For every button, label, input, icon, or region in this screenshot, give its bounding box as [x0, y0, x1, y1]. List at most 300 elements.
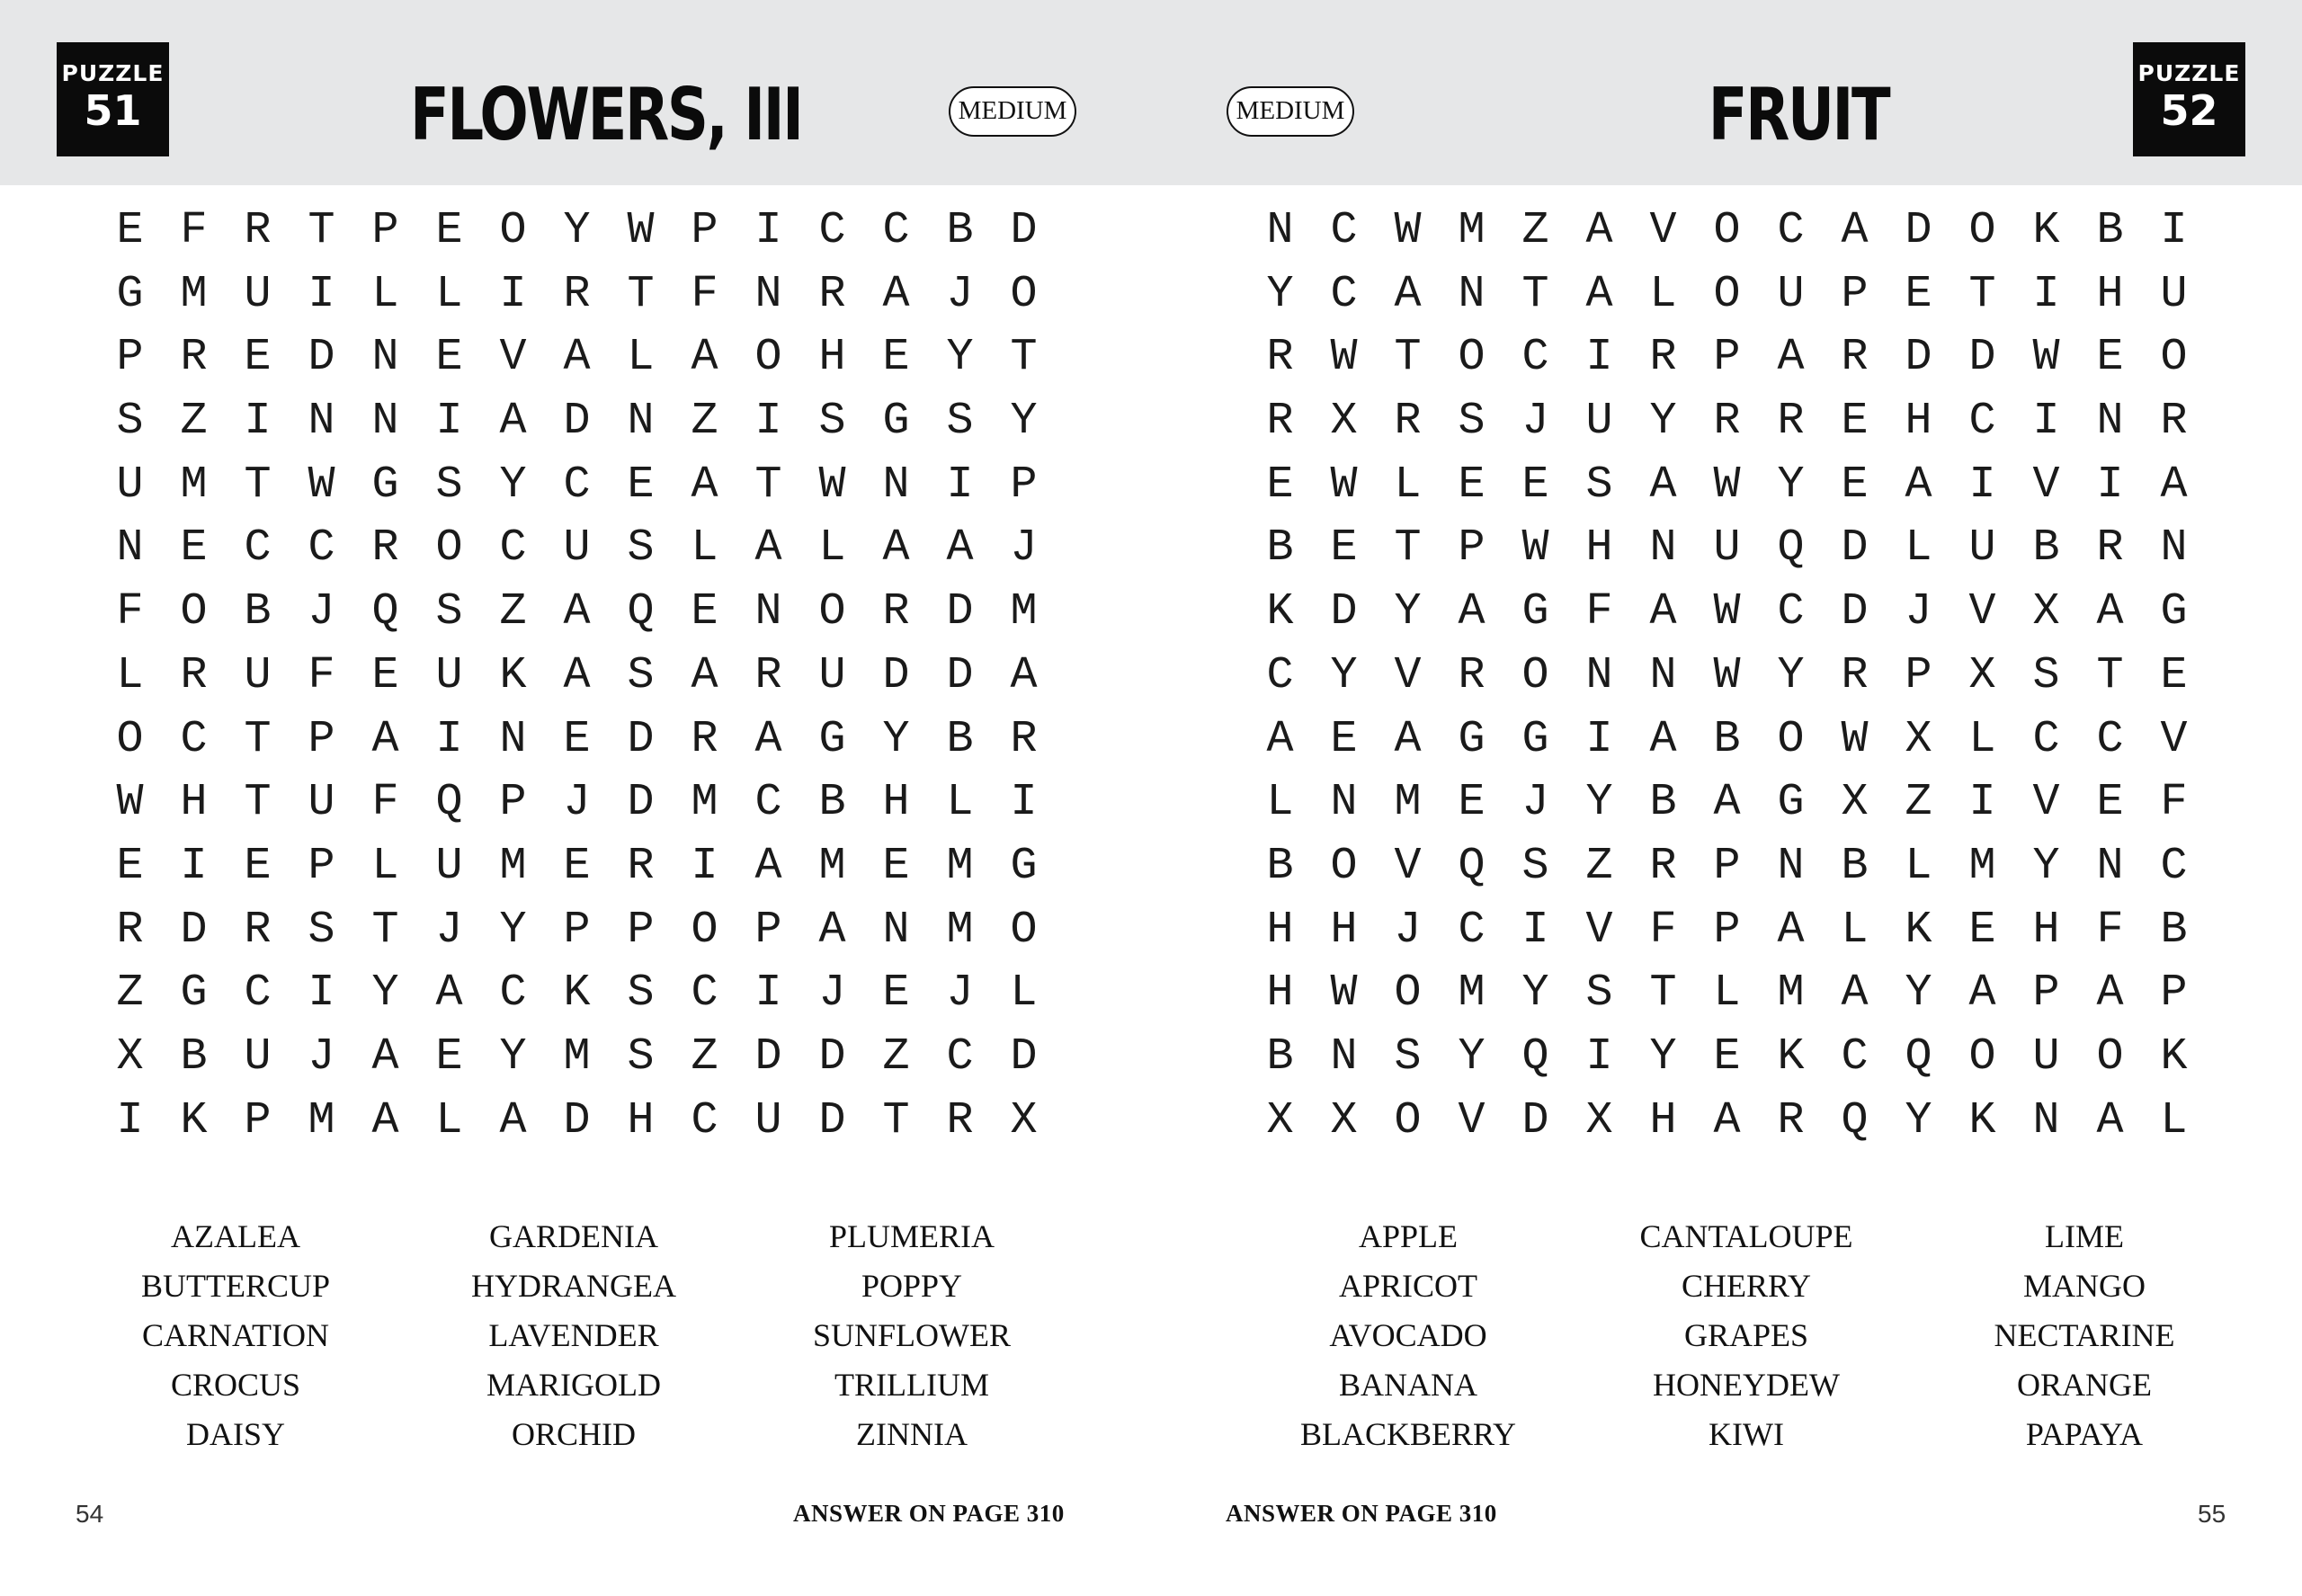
grid-letter: F: [371, 777, 399, 829]
grid-letter: R: [1394, 396, 1422, 448]
grid-letter: E: [1841, 459, 1869, 511]
grid-letter: C: [754, 777, 782, 829]
grid-letter: D: [1330, 586, 1358, 638]
grid-letter: R: [1458, 649, 1486, 701]
grid-letter: A: [754, 522, 782, 575]
puzzle-number: 52: [2160, 86, 2218, 135]
grid-letter: Y: [371, 967, 399, 1020]
grid-letter: A: [1649, 713, 1677, 765]
grid-letter: E: [627, 459, 655, 511]
grid-letter: U: [818, 649, 846, 701]
grid-letter: N: [308, 396, 335, 448]
grid-letter: E: [882, 840, 910, 892]
difficulty-badge: MEDIUM: [949, 86, 1076, 137]
letter-grid: [1248, 200, 2206, 1153]
grid-letter: K: [2160, 1030, 2188, 1083]
grid-letter: N: [627, 396, 655, 448]
grid-letter: P: [1905, 649, 1932, 701]
grid-letter: H: [1905, 396, 1932, 448]
word-list-item: CROCUS: [170, 1367, 301, 1403]
grid-letter: X: [1330, 396, 1358, 448]
grid-letter: H: [818, 332, 846, 384]
page-number: 55: [2198, 1500, 2226, 1528]
grid-letter: A: [1841, 205, 1869, 256]
grid-letter: R: [180, 332, 208, 384]
grid-letter: M: [1968, 840, 1996, 892]
grid-letter: N: [499, 713, 527, 765]
grid-letter: Q: [435, 777, 463, 829]
grid-letter: D: [180, 904, 208, 956]
grid-letter: U: [563, 522, 591, 575]
puzzle-badge: [2133, 42, 2245, 156]
grid-letter: Z: [499, 586, 527, 638]
grid-letter: W: [1394, 205, 1422, 256]
grid-letter: H: [2032, 904, 2060, 956]
puzzle-badge: [57, 42, 169, 156]
grid-letter: D: [1968, 332, 1996, 384]
word-list-item: POPPY: [861, 1268, 963, 1304]
grid-letter: B: [2032, 522, 2060, 575]
grid-letter: R: [627, 840, 655, 892]
grid-letter: E: [882, 967, 910, 1020]
grid-letter: M: [946, 904, 974, 956]
grid-letter: J: [1394, 904, 1422, 956]
grid-letter: T: [1394, 522, 1422, 575]
grid-letter: H: [1585, 522, 1613, 575]
grid-letter: U: [2032, 1030, 2060, 1083]
grid-letter: Y: [1777, 649, 1805, 701]
grid-letter: W: [1330, 967, 1358, 1020]
grid-letter: G: [882, 396, 910, 448]
grid-letter: A: [1585, 268, 1613, 320]
grid-letter: O: [1521, 649, 1549, 701]
grid-letter: Y: [499, 904, 527, 956]
grid-letter: P: [371, 205, 399, 256]
grid-letter: D: [1905, 205, 1932, 256]
grid-letter: O: [180, 586, 208, 638]
grid-letter: B: [1266, 1030, 1294, 1083]
grid-letter: E: [2096, 777, 2124, 829]
grid-letter: O: [2096, 1030, 2124, 1083]
word-list-item: BUTTERCUP: [140, 1268, 331, 1304]
grid-letter: S: [1521, 840, 1549, 892]
grid-letter: F: [2160, 777, 2188, 829]
grid-letter: E: [563, 713, 591, 765]
grid-letter: I: [1968, 459, 1996, 511]
grid-letter: E: [1330, 713, 1358, 765]
grid-letter: R: [1841, 649, 1869, 701]
grid-letter: Y: [1905, 967, 1932, 1020]
grid-letter: B: [244, 586, 272, 638]
grid-letter: U: [1713, 522, 1741, 575]
grid-letter: A: [1010, 649, 1038, 701]
grid-letter: N: [1649, 522, 1677, 575]
grid-letter: R: [946, 1094, 974, 1146]
grid-letter: E: [691, 586, 718, 638]
grid-letter: C: [180, 713, 208, 765]
word-list-item: APRICOT: [1338, 1268, 1478, 1304]
grid-letter: R: [244, 904, 272, 956]
grid-letter: Q: [1905, 1030, 1932, 1083]
grid-letter: D: [1010, 1030, 1038, 1083]
grid-letter: T: [1649, 967, 1677, 1020]
grid-letter: F: [308, 649, 335, 701]
grid-letter: B: [946, 713, 974, 765]
grid-letter: G: [180, 967, 208, 1020]
grid-letter: F: [691, 268, 718, 320]
grid-letter: A: [371, 1094, 399, 1146]
grid-letter: R: [244, 205, 272, 256]
grid-letter: F: [1585, 586, 1613, 638]
grid-letter: Y: [1521, 967, 1549, 1020]
grid-letter: L: [435, 268, 463, 320]
grid-letter: F: [180, 205, 208, 256]
grid-letter: K: [1905, 904, 1932, 956]
grid-letter: E: [1330, 522, 1358, 575]
grid-letter: O: [1777, 713, 1805, 765]
grid-letter: I: [499, 268, 527, 320]
grid-letter: R: [882, 586, 910, 638]
grid-letter: A: [2096, 967, 2124, 1020]
grid-letter: I: [308, 268, 335, 320]
grid-letter: V: [1968, 586, 1996, 638]
grid-letter: P: [2160, 967, 2188, 1020]
grid-letter: B: [1266, 522, 1294, 575]
grid-letter: J: [1521, 396, 1549, 448]
answer-reference: ANSWER ON PAGE 310: [793, 1500, 1065, 1527]
grid-letter: N: [1330, 1030, 1358, 1083]
grid-letter: W: [1841, 713, 1869, 765]
puzzle-label: PUZZLE: [61, 60, 165, 86]
grid-letter: X: [1010, 1094, 1038, 1146]
grid-letter: T: [627, 268, 655, 320]
grid-letter: N: [371, 396, 399, 448]
word-list-item: HONEYDEW: [1653, 1367, 1840, 1403]
grid-letter: R: [818, 268, 846, 320]
grid-letter: K: [499, 649, 527, 701]
grid-letter: A: [1458, 586, 1486, 638]
word-list-item: SUNFLOWER: [812, 1317, 1011, 1353]
grid-letter: A: [563, 332, 591, 384]
grid-letter: E: [244, 840, 272, 892]
grid-letter: P: [2032, 967, 2060, 1020]
grid-letter: A: [1649, 459, 1677, 511]
grid-letter: A: [882, 268, 910, 320]
grid-letter: B: [180, 1030, 208, 1083]
grid-letter: T: [1010, 332, 1038, 384]
grid-letter: Y: [1330, 649, 1358, 701]
grid-letter: I: [2032, 268, 2060, 320]
grid-letter: A: [563, 649, 591, 701]
grid-letter: I: [435, 713, 463, 765]
grid-letter: P: [1713, 904, 1741, 956]
grid-letter: M: [818, 840, 846, 892]
grid-letter: F: [116, 586, 144, 638]
grid-letter: C: [1521, 332, 1549, 384]
grid-letter: G: [2160, 586, 2188, 638]
grid-letter: J: [946, 268, 974, 320]
grid-letter: G: [371, 459, 399, 511]
grid-letter: D: [946, 586, 974, 638]
grid-letter: T: [2096, 649, 2124, 701]
grid-letter: T: [882, 1094, 910, 1146]
grid-letter: A: [1266, 713, 1294, 765]
grid-letter: N: [1330, 777, 1358, 829]
grid-letter: S: [1585, 967, 1613, 1020]
grid-letter: R: [1266, 396, 1294, 448]
grid-letter: A: [1777, 904, 1805, 956]
grid-letter: N: [1777, 840, 1805, 892]
puzzle-title: FRUIT: [1708, 73, 1889, 156]
grid-letter: P: [1713, 840, 1741, 892]
grid-letter: R: [1266, 332, 1294, 384]
grid-letter: Y: [946, 332, 974, 384]
grid-letter: A: [1713, 777, 1741, 829]
grid-letter: O: [1968, 1030, 1996, 1083]
grid-letter: D: [754, 1030, 782, 1083]
grid-letter: A: [1649, 586, 1677, 638]
grid-letter: W: [1713, 586, 1741, 638]
grid-letter: I: [754, 396, 782, 448]
grid-letter: B: [1713, 713, 1741, 765]
word-column: [1577, 1212, 1915, 1459]
grid-letter: Y: [1649, 1030, 1677, 1083]
grid-letter: M: [180, 268, 208, 320]
grid-letter: Y: [499, 459, 527, 511]
grid-letter: E: [1521, 459, 1549, 511]
grid-letter: K: [180, 1094, 208, 1146]
grid-letter: O: [1394, 1094, 1422, 1146]
grid-letter: Y: [1458, 1030, 1486, 1083]
grid-letter: A: [1777, 332, 1805, 384]
grid-letter: P: [244, 1094, 272, 1146]
word-list-item: APPLE: [1358, 1218, 1459, 1254]
grid-letter: E: [180, 522, 208, 575]
word-list-item: MARIGOLD: [486, 1367, 661, 1403]
grid-letter: D: [946, 649, 974, 701]
grid-letter: C: [499, 967, 527, 1020]
grid-letter: P: [691, 205, 718, 256]
grid-letter: E: [1968, 904, 1996, 956]
grid-letter: Y: [1585, 777, 1613, 829]
grid-letter: L: [1010, 967, 1038, 1020]
grid-letter: S: [627, 967, 655, 1020]
grid-letter: M: [1394, 777, 1422, 829]
grid-letter: R: [754, 649, 782, 701]
grid-letter: Q: [1777, 522, 1805, 575]
grid-letter: L: [1266, 777, 1294, 829]
grid-letter: L: [1713, 967, 1741, 1020]
grid-letter: P: [1713, 332, 1741, 384]
grid-letter: U: [1777, 268, 1805, 320]
grid-letter: C: [244, 967, 272, 1020]
grid-letter: W: [627, 205, 655, 256]
word-list-item: HYDRANGEA: [471, 1268, 676, 1304]
grid-letter: T: [244, 459, 272, 511]
grid-letter: X: [2032, 586, 2060, 638]
grid-letter: H: [1266, 967, 1294, 1020]
grid-letter: O: [691, 904, 718, 956]
grid-letter: R: [371, 522, 399, 575]
grid-letter: D: [1521, 1094, 1549, 1146]
grid-letter: D: [563, 1094, 591, 1146]
grid-letter: C: [818, 205, 846, 256]
grid-letter: E: [1458, 777, 1486, 829]
grid-letter: G: [1521, 713, 1549, 765]
grid-letter: W: [818, 459, 846, 511]
grid-letter: I: [1585, 713, 1613, 765]
word-list: [1239, 1212, 2253, 1459]
grid-letter: L: [371, 268, 399, 320]
grid-letter: L: [691, 522, 718, 575]
grid-letter: A: [1905, 459, 1932, 511]
grid-letter: J: [1905, 586, 1932, 638]
grid-letter: O: [1458, 332, 1486, 384]
grid-letter: C: [691, 1094, 718, 1146]
grid-letter: W: [1713, 649, 1741, 701]
grid-letter: Q: [371, 586, 399, 638]
word-list-item: GRAPES: [1683, 1317, 1809, 1353]
grid-letter: C: [1330, 268, 1358, 320]
grid-letter: N: [754, 586, 782, 638]
word-column: [743, 1212, 1081, 1459]
grid-letter: U: [244, 1030, 272, 1083]
grid-letter: N: [882, 904, 910, 956]
grid-letter: O: [1713, 205, 1741, 256]
grid-letter: J: [308, 586, 335, 638]
grid-letter: F: [2096, 904, 2124, 956]
grid-letter: C: [2032, 713, 2060, 765]
grid-letter: C: [1266, 649, 1294, 701]
grid-letter: R: [1841, 332, 1869, 384]
grid-letter: C: [1841, 1030, 1869, 1083]
grid-letter: D: [627, 777, 655, 829]
grid-letter: O: [116, 713, 144, 765]
grid-letter: P: [627, 904, 655, 956]
grid-letter: U: [1585, 396, 1613, 448]
page-number: 54: [76, 1500, 104, 1528]
grid-letter: R: [563, 268, 591, 320]
grid-letter: T: [1968, 268, 1996, 320]
grid-letter: H: [2096, 268, 2124, 320]
grid-letter: A: [946, 522, 974, 575]
grid-letter: C: [2096, 713, 2124, 765]
grid-letter: Z: [882, 1030, 910, 1083]
grid-letter: R: [116, 904, 144, 956]
grid-letter: E: [244, 332, 272, 384]
grid-letter: R: [1777, 396, 1805, 448]
grid-letter: N: [371, 332, 399, 384]
grid-letter: Z: [1905, 777, 1932, 829]
puzzle-label: PUZZLE: [2137, 60, 2241, 86]
grid-letter: B: [1266, 840, 1294, 892]
grid-letter: J: [1010, 522, 1038, 575]
grid-letter: Y: [563, 205, 591, 256]
grid-letter: L: [1649, 268, 1677, 320]
word-column: [67, 1212, 405, 1459]
grid-letter: P: [308, 713, 335, 765]
grid-letter: J: [308, 1030, 335, 1083]
grid-letter: R: [691, 713, 718, 765]
grid-letter: C: [691, 967, 718, 1020]
grid-letter: J: [946, 967, 974, 1020]
grid-letter: R: [2160, 396, 2188, 448]
word-list-item: ZINNIA: [856, 1416, 968, 1452]
grid-letter: S: [435, 586, 463, 638]
grid-letter: L: [946, 777, 974, 829]
grid-letter: M: [946, 840, 974, 892]
grid-letter: Y: [1394, 586, 1422, 638]
grid-letter: E: [1713, 1030, 1741, 1083]
grid-letter: Y: [882, 713, 910, 765]
grid-letter: A: [2160, 459, 2188, 511]
grid-letter: W: [1330, 459, 1358, 511]
grid-letter: S: [308, 904, 335, 956]
grid-letter: S: [627, 1030, 655, 1083]
word-list-item: NECTARINE: [1994, 1317, 2175, 1353]
grid-letter: N: [116, 522, 144, 575]
grid-letter: Q: [1458, 840, 1486, 892]
grid-letter: O: [1330, 840, 1358, 892]
grid-letter: M: [499, 840, 527, 892]
grid-letter: I: [754, 205, 782, 256]
grid-letter: O: [1394, 967, 1422, 1020]
grid-letter: D: [1905, 332, 1932, 384]
grid-letter: I: [2096, 459, 2124, 511]
grid-letter: E: [116, 840, 144, 892]
grid-letter: T: [371, 904, 399, 956]
grid-letter: I: [116, 1094, 144, 1146]
grid-letter: W: [2032, 332, 2060, 384]
word-list-item: BANANA: [1338, 1367, 1477, 1403]
grid-letter: O: [1010, 268, 1038, 320]
word-list-item: AVOCADO: [1329, 1317, 1487, 1353]
grid-letter: R: [2096, 522, 2124, 575]
grid-letter: C: [946, 1030, 974, 1083]
grid-letter: R: [1713, 396, 1741, 448]
grid-letter: N: [1266, 205, 1294, 256]
grid-letter: V: [1394, 840, 1422, 892]
grid-letter: Z: [180, 396, 208, 448]
grid-letter: B: [1841, 840, 1869, 892]
grid-letter: G: [1777, 777, 1805, 829]
grid-letter: T: [308, 205, 335, 256]
grid-letter: R: [180, 649, 208, 701]
grid-letter: D: [563, 396, 591, 448]
grid-letter: G: [1010, 840, 1038, 892]
grid-letter: Q: [1521, 1030, 1549, 1083]
grid-letter: L: [818, 522, 846, 575]
right-page: [1151, 0, 2302, 1596]
grid-letter: C: [308, 522, 335, 575]
word-list-item: LIME: [2045, 1218, 2124, 1254]
grid-letter: U: [1968, 522, 1996, 575]
grid-letter: I: [180, 840, 208, 892]
word-list-item: CHERRY: [1681, 1268, 1812, 1304]
grid-letter: D: [1841, 522, 1869, 575]
grid-letter: Y: [1777, 459, 1805, 511]
grid-letter: Z: [691, 396, 718, 448]
grid-letter: A: [1968, 967, 1996, 1020]
grid-letter: P: [499, 777, 527, 829]
grid-letter: O: [499, 205, 527, 256]
word-list-item: BLACKBERRY: [1299, 1416, 1517, 1452]
grid-letter: L: [627, 332, 655, 384]
grid-letter: I: [308, 967, 335, 1020]
grid-letter: L: [371, 840, 399, 892]
word-list-item: ORANGE: [2017, 1367, 2152, 1403]
grid-letter: A: [2096, 586, 2124, 638]
